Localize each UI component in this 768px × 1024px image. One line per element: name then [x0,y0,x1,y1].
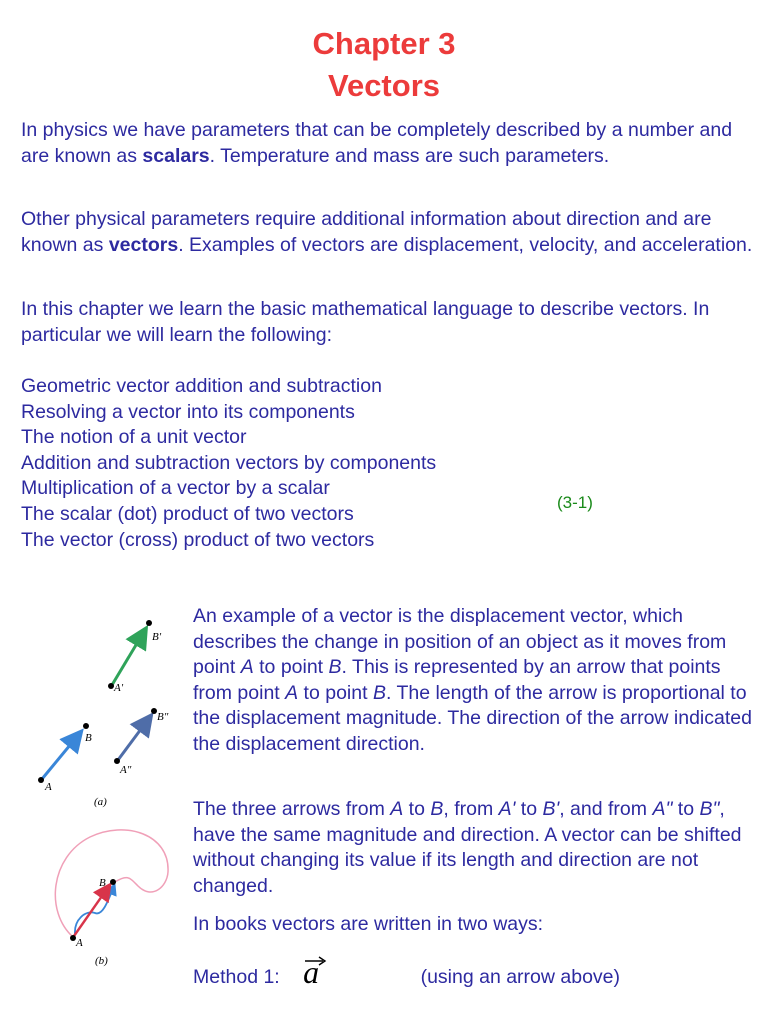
point-a-ref: A [285,681,299,704]
label-b-prime: B′ [152,631,162,643]
point-ref: A" [652,798,673,820]
point-b [110,879,116,885]
scalars-text-post: . Temperature and mass are such parameters. [209,144,610,167]
example-text: . The length of the arrow is proportional to the displacement magnitude. The direction of the arrow indicated the displacement direction. [193,681,752,755]
arrows-text: to [515,798,543,820]
chapter-subtitle: Vectors [327,68,440,103]
label-a-dbl: A″ [120,764,132,776]
label-a: A [45,781,52,793]
point-b-prime [146,620,152,626]
point-ref: A' [498,798,516,820]
arrow-a-prime-b-prime [112,630,145,685]
topic-item: Geometric vector addition and subtraction [21,375,382,397]
method-1-row [193,954,621,991]
books-paragraph: In books vectors are written in two ways: [193,913,544,935]
example-text: . This is represented by an arrow that points from point [193,656,721,704]
method-1-label: Method 1: [193,966,280,988]
topic-item: The scalar (dot) product of two vectors [21,502,354,525]
vector-a-notation [303,954,329,991]
arrows-text: , and from [559,798,653,820]
arrow-a-dbl-b-dbl [118,717,150,760]
vectors-text-pre: Other physical parameters require additional information about direction and are known as [21,208,712,256]
point-ref: A [390,798,404,820]
arrows-text: , from [443,798,499,820]
chapter-intro-paragraph: In this chapter we learn the basic mathematical language to describe vectors. In particular we will learn the following: [21,298,710,346]
figure-b [40,812,200,977]
caption-b: (b) [95,955,108,967]
vectors-paragraph [21,207,756,258]
label-a: A [76,937,83,949]
point-b-ref: B [372,681,386,704]
arrows-text: The three arrows from [193,798,391,820]
topic-item: Multiplication of a vector by a scalar [21,477,330,500]
topic-item: Addition and subtraction vectors by components [21,451,437,474]
displacement-arrow [74,886,109,936]
point-ref: B" [699,798,720,820]
displacement-paragraph [193,604,753,758]
three-arrows-paragraph [193,797,753,899]
topic-item: The vector (cross) product of two vectors [21,528,375,551]
arrow-a-b [42,733,80,779]
point-b [83,723,89,729]
point-a [38,777,44,783]
point-b-ref: B [328,656,342,679]
label-b: B [99,877,106,889]
arrows-text: to [672,798,700,820]
topic-item: Resolving a vector into its components [21,400,355,423]
vectors-term: vectors [108,233,179,256]
example-text: An example of a vector is the displacement vector, which describes the change in position of an object as it moves from point [193,605,727,679]
topic-list [21,374,756,553]
scalars-text-pre: In physics we have parameters that can be completely described by a number and are known as [21,119,733,167]
vectors-text-post: . Examples of vectors are displacement, velocity, and acceleration. [178,233,753,256]
label-b-dbl: B″ [157,711,169,723]
example-text: to point [298,681,373,704]
example-text: to point [253,656,329,679]
caption-a: (a) [94,796,107,808]
vector-arrow-icon [304,956,328,966]
slide-number: (3-1) [557,493,593,512]
label-a-prime: A′ [114,682,124,694]
point-ref: B' [542,798,560,820]
chapter-title: Chapter 3 [312,26,456,61]
figure-a [30,605,190,820]
topic-item: The notion of a unit vector [21,426,247,449]
scalars-paragraph [21,118,756,169]
scalars-term: scalars [142,144,210,167]
label-b: B [85,732,92,744]
point-ref: B [430,798,444,820]
vector-symbol: a [303,954,320,990]
arrows-text: to [403,798,431,820]
arrows-text: , have the same magnitude and direction. A vector can be shifted without changing its value if its length and direction are not changed. [193,798,742,897]
point-a-ref: A [240,656,254,679]
method-1-note: (using an arrow above) [420,966,621,988]
